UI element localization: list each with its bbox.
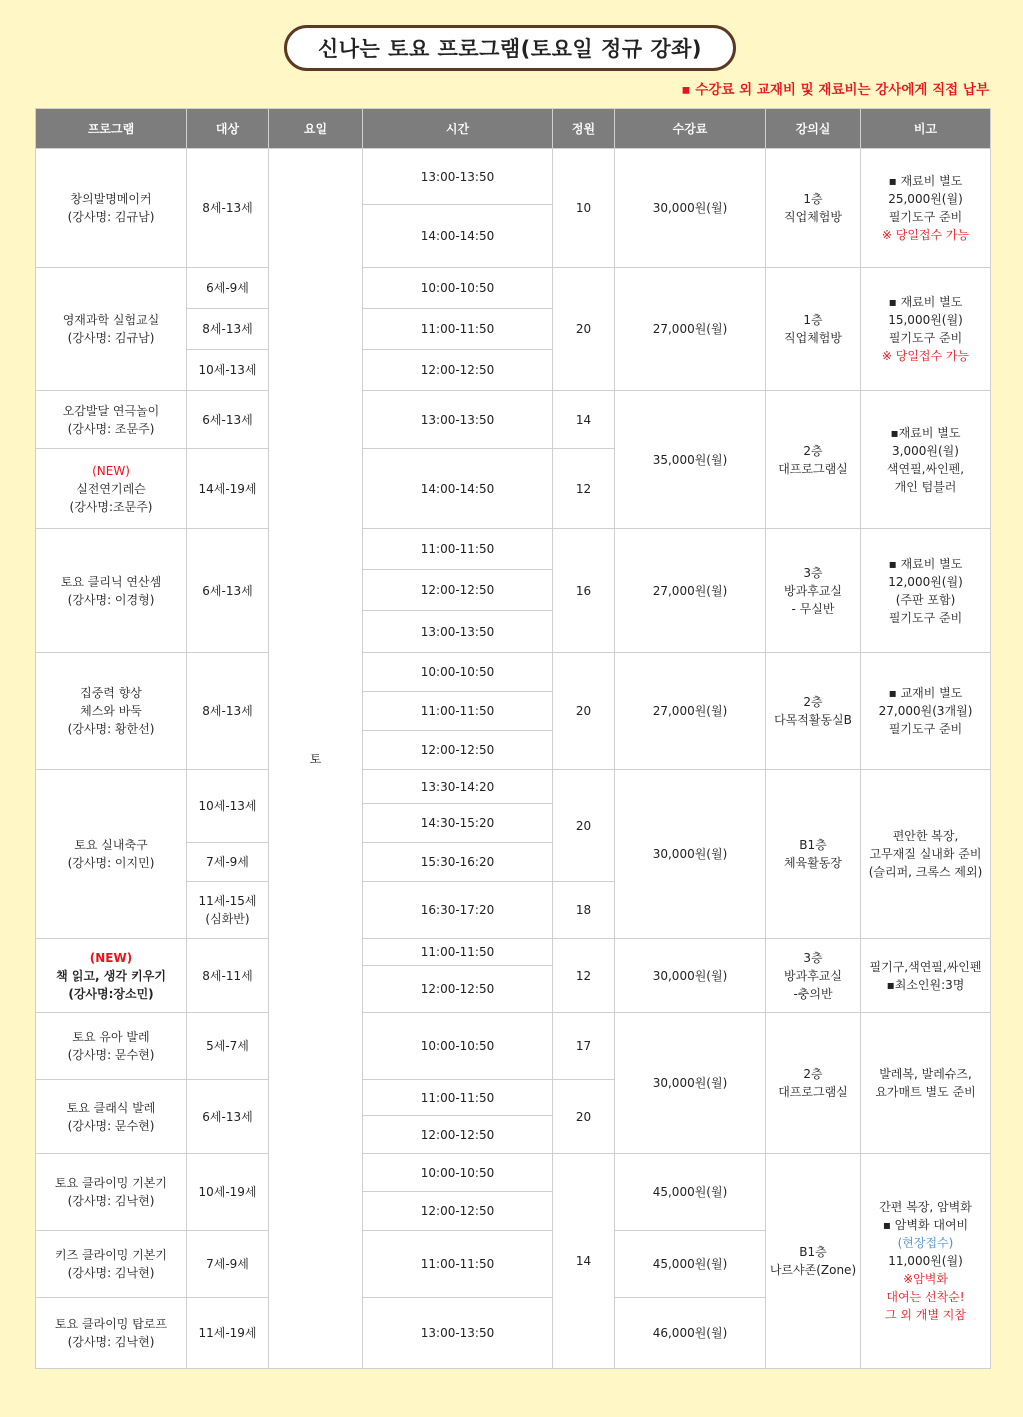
day-cell: 토 <box>269 149 363 1369</box>
time-slot: 13:00-13:50 <box>363 391 553 449</box>
time-slot: 10:00-10:50 <box>363 1013 553 1080</box>
fee: 46,000원(월) <box>615 1298 766 1369</box>
target-age: 7세-9세 <box>187 1231 269 1298</box>
program-name: 토요 유아 발레 (강사명: 문수현) <box>36 1013 187 1080</box>
fee: 27,000원(월) <box>615 653 766 770</box>
program-name: (NEW) 책 읽고, 생각 키우기 (강사명:장소민) <box>36 939 187 1013</box>
time-slot: 11:00-11:50 <box>363 309 553 350</box>
time-slot: 12:00-12:50 <box>363 1116 553 1154</box>
time-slot: 15:30-16:20 <box>363 843 553 882</box>
time-slot: 14:00-14:50 <box>363 205 553 268</box>
program-name: 토요 클라이밍 기본기 (강사명: 김낙현) <box>36 1154 187 1231</box>
program-name: 토요 클래식 발레 (강사명: 문수현) <box>36 1080 187 1154</box>
table-row <box>36 939 991 966</box>
capacity: 20 <box>553 770 615 882</box>
capacity: 20 <box>553 653 615 770</box>
table-row <box>36 268 991 309</box>
target-age: 7세-9세 <box>187 843 269 882</box>
header-fee: 수강료 <box>615 109 766 149</box>
program-name: 토요 클라이밍 탑로프 (강사명: 김낙현) <box>36 1298 187 1369</box>
time-slot: 11:00-11:50 <box>363 692 553 731</box>
page-title: 신나는 토요 프로그램(토요일 정규 강좌) <box>284 25 736 71</box>
table-row <box>36 391 991 449</box>
remarks: ▪재료비 별도 3,000원(월) 색연필,싸인펜, 개인 텀블러 <box>861 391 991 529</box>
header-target: 대상 <box>187 109 269 149</box>
time-slot: 12:00-12:50 <box>363 966 553 1013</box>
target-age: 10세-13세 <box>187 770 269 843</box>
room: 2층 대프로그램실 <box>766 1013 861 1154</box>
fee: 30,000원(월) <box>615 939 766 1013</box>
room: 3층 방과후교실 - 무실반 <box>766 529 861 653</box>
room: 3층 방과후교실 -충의반 <box>766 939 861 1013</box>
time-slot: 16:30-17:20 <box>363 882 553 939</box>
capacity: 17 <box>553 1013 615 1080</box>
table-row <box>36 1154 991 1192</box>
capacity: 20 <box>553 1080 615 1154</box>
target-age: 10세-13세 <box>187 350 269 391</box>
room: B1층 나르샤존(Zone) <box>766 1154 861 1369</box>
fee-note: ▪ 수강료 외 교재비 및 재료비는 강사에게 직접 납부 <box>681 82 989 98</box>
target-age: 10세-19세 <box>187 1154 269 1231</box>
time-slot: 13:00-13:50 <box>363 611 553 653</box>
fee: 30,000원(월) <box>615 770 766 939</box>
room: B1층 체육활동장 <box>766 770 861 939</box>
target-age: 11세-15세 (심화반) <box>187 882 269 939</box>
target-age: 8세-11세 <box>187 939 269 1013</box>
room: 1층 직업체험방 <box>766 268 861 391</box>
target-age: 8세-13세 <box>187 653 269 770</box>
target-age: 8세-13세 <box>187 309 269 350</box>
time-slot: 12:00-12:50 <box>363 1192 553 1231</box>
program-name: 토요 클리닉 연산셈 (강사명: 이경형) <box>36 529 187 653</box>
program-name: 오감발달 연극놀이 (강사명: 조문주) <box>36 391 187 449</box>
time-slot: 11:00-11:50 <box>363 529 553 570</box>
schedule-table <box>35 108 991 1369</box>
remarks: 간편 복장, 암벽화 ▪ 암벽화 대여비 (현장접수) 11,000원(월) ※암벽화 대여는 선착순! 그 외 개별 지참 <box>861 1154 991 1369</box>
remarks: ▪ 교재비 별도 27,000원(3개월) 필기도구 준비 <box>861 653 991 770</box>
program-name: 토요 실내축구 (강사명: 이지민) <box>36 770 187 939</box>
header-day: 요일 <box>269 109 363 149</box>
program-name: 키즈 클라이밍 기본기 (강사명: 김낙현) <box>36 1231 187 1298</box>
capacity: 12 <box>553 449 615 529</box>
remarks: 발레복, 발레슈즈, 요가매트 별도 준비 <box>861 1013 991 1154</box>
room: 1층 직업체험방 <box>766 149 861 268</box>
header-capacity: 정원 <box>553 109 615 149</box>
fee: 30,000원(월) <box>615 1013 766 1154</box>
capacity: 16 <box>553 529 615 653</box>
table-header-row <box>36 109 991 149</box>
target-age: 6세-9세 <box>187 268 269 309</box>
time-slot: 13:00-13:50 <box>363 1298 553 1369</box>
program-name: 영재과학 실험교실 (강사명: 김규남) <box>36 268 187 391</box>
time-slot: 10:00-10:50 <box>363 653 553 692</box>
table-row <box>36 770 991 804</box>
capacity: 10 <box>553 149 615 268</box>
target-age: 6세-13세 <box>187 529 269 653</box>
table-row <box>36 529 991 570</box>
time-slot: 14:00-14:50 <box>363 449 553 529</box>
fee: 45,000원(월) <box>615 1231 766 1298</box>
time-slot: 13:00-13:50 <box>363 149 553 205</box>
capacity: 14 <box>553 1154 615 1369</box>
capacity: 20 <box>553 268 615 391</box>
fee: 27,000원(월) <box>615 268 766 391</box>
header-room: 강의실 <box>766 109 861 149</box>
target-age: 5세-7세 <box>187 1013 269 1080</box>
table-row <box>36 149 991 205</box>
fee: 35,000원(월) <box>615 391 766 529</box>
room: 2층 대프로그램실 <box>766 391 861 529</box>
table-row <box>36 653 991 692</box>
header-program: 프로그램 <box>36 109 187 149</box>
time-slot: 10:00-10:50 <box>363 1154 553 1192</box>
target-age: 14세-19세 <box>187 449 269 529</box>
program-name: 집중력 향상 체스와 바둑 (강사명: 황한선) <box>36 653 187 770</box>
time-slot: 10:00-10:50 <box>363 268 553 309</box>
time-slot: 11:00-11:50 <box>363 1080 553 1116</box>
capacity: 18 <box>553 882 615 939</box>
remarks: ▪ 재료비 별도 15,000원(월) 필기도구 준비 ※ 당일접수 가능 <box>861 268 991 391</box>
time-slot: 12:00-12:50 <box>363 570 553 611</box>
target-age: 6세-13세 <box>187 1080 269 1154</box>
fee: 30,000원(월) <box>615 149 766 268</box>
target-age: 6세-13세 <box>187 391 269 449</box>
fee: 27,000원(월) <box>615 529 766 653</box>
capacity: 12 <box>553 939 615 1013</box>
remarks: 편안한 복장, 고무재질 실내화 준비 (슬리퍼, 크록스 제외) <box>861 770 991 939</box>
fee: 45,000원(월) <box>615 1154 766 1231</box>
target-age: 8세-13세 <box>187 149 269 268</box>
capacity: 14 <box>553 391 615 449</box>
time-slot: 14:30-15:20 <box>363 804 553 843</box>
time-slot: 12:00-12:50 <box>363 350 553 391</box>
time-slot: 11:00-11:50 <box>363 939 553 966</box>
remarks: 필기구,색연필,싸인펜 ▪최소인원:3명 <box>861 939 991 1013</box>
table-row <box>36 1013 991 1080</box>
remarks: ▪ 재료비 별도 25,000원(월) 필기도구 준비 ※ 당일접수 가능 <box>861 149 991 268</box>
room: 2층 다목적활동실B <box>766 653 861 770</box>
header-remarks: 비고 <box>861 109 991 149</box>
header-time: 시간 <box>363 109 553 149</box>
remarks: ▪ 재료비 별도 12,000원(월) (주판 포함) 필기도구 준비 <box>861 529 991 653</box>
time-slot: 12:00-12:50 <box>363 731 553 770</box>
time-slot: 11:00-11:50 <box>363 1231 553 1298</box>
program-name: 창의발명메이커 (강사명: 김규남) <box>36 149 187 268</box>
program-name: (NEW) 실전연기레슨 (강사명:조문주) <box>36 449 187 529</box>
target-age: 11세-19세 <box>187 1298 269 1369</box>
time-slot: 13:30-14:20 <box>363 770 553 804</box>
